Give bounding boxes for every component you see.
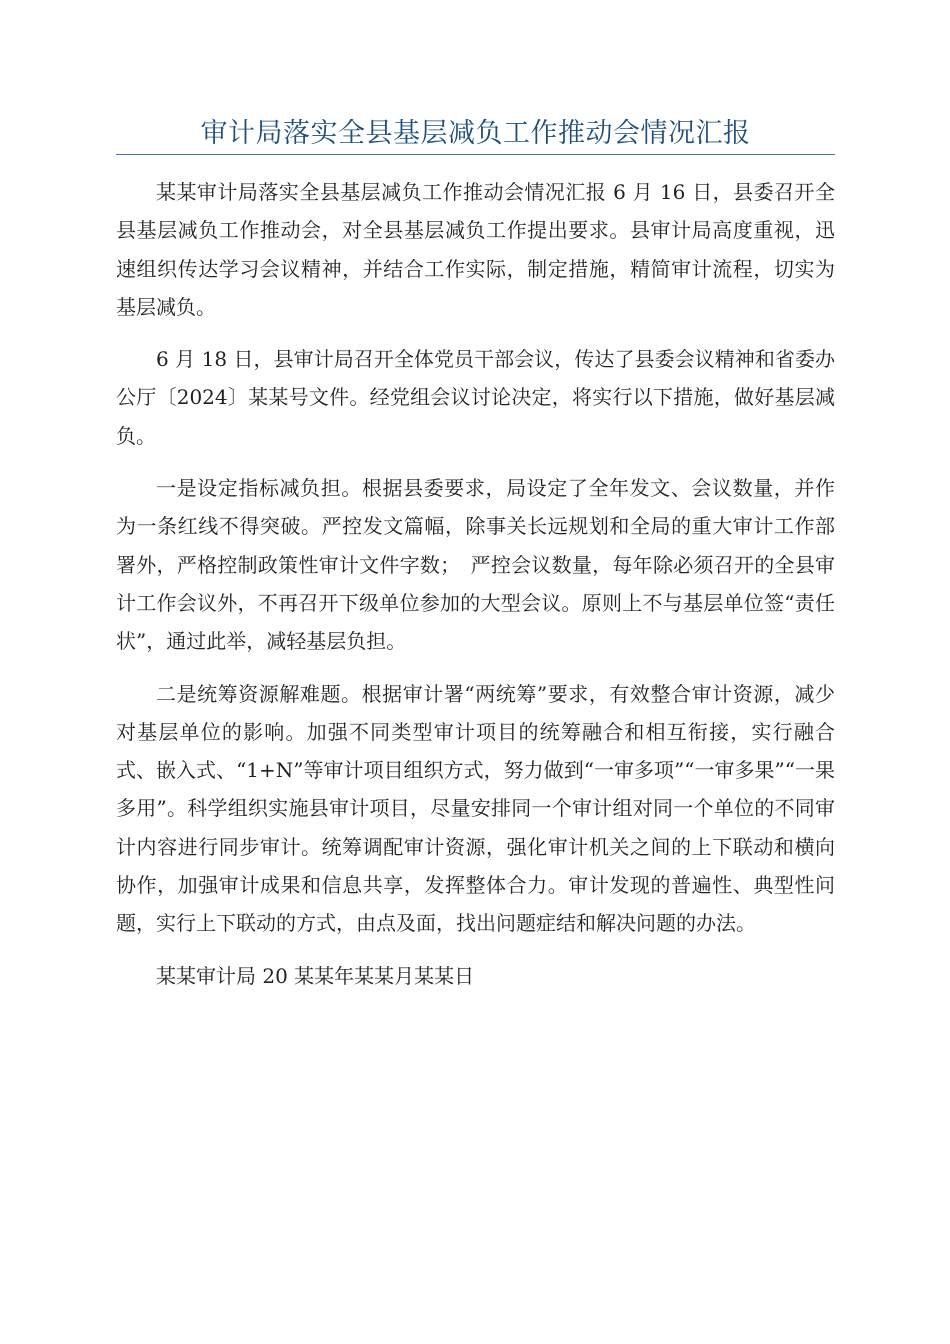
title-underline [116, 154, 835, 155]
paragraph-measure-two: 二是统筹资源解难题。根据审计署“两统筹”要求，有效整合审计资源，减少对基层单位的影响。加强不同类型审计项目的统筹融合和相互衔接，实行融合式、嵌入式、“1+N”等审计项目组织方式，努力做到“一审多项”“一审多果”“一果多用”。科学组织实施县审计项目，尽量安排同一个审计组对同一个单位的不同审计内容进行同步审计。统筹调配审计资源，强化审计机关之间的上下联动和横向协作，加强审计成果和信息共享，发挥整体合力。审计发现的普遍性、典型性问题，实行上下联动的方式，由点及面，找出问题症结和解决问题的办法。 [116, 681, 835, 936]
document-title: 审计局落实全县基层减负工作推动会情况汇报 [200, 118, 751, 149]
document-body [116, 173, 835, 1009]
paragraph-meeting: 6 月 18 日，县审计局召开全体党员干部会议，传达了县委会议精神和省委办公厅〔2024〕某某号文件。经党组会议讨论决定，将实行以下措施，做好基层减负。 [116, 347, 835, 448]
signature-date: 某某审计局 20 某某年某某月某某日 [156, 963, 475, 988]
paragraph-intro: 某某审计局落实全县基层减负工作推动会情况汇报 6 月 16 日，县委召开全县基层减负工作推动会，对全县基层减负工作提出要求。县审计局高度重视，迅速组织传达学习会议精神，并结合工作实际，制定措施，精简审计流程，切实为基层减负。 [116, 180, 835, 319]
paragraph-measure-one: 一是设定指标减负担。根据县委要求，局设定了全年发文、会议数量，并作为一条红线不得突破。严控发文篇幅，除事关长远规划和全局的重大审计工作部署外，严格控制政策性审计文件字数； 严控会议数量，每年除必须召开的全县审计工作会议外，不再召开下级单位参加的大型会议。原则上不与基层单位签“责任状”，通过此举，减轻基层负担。 [116, 476, 835, 654]
